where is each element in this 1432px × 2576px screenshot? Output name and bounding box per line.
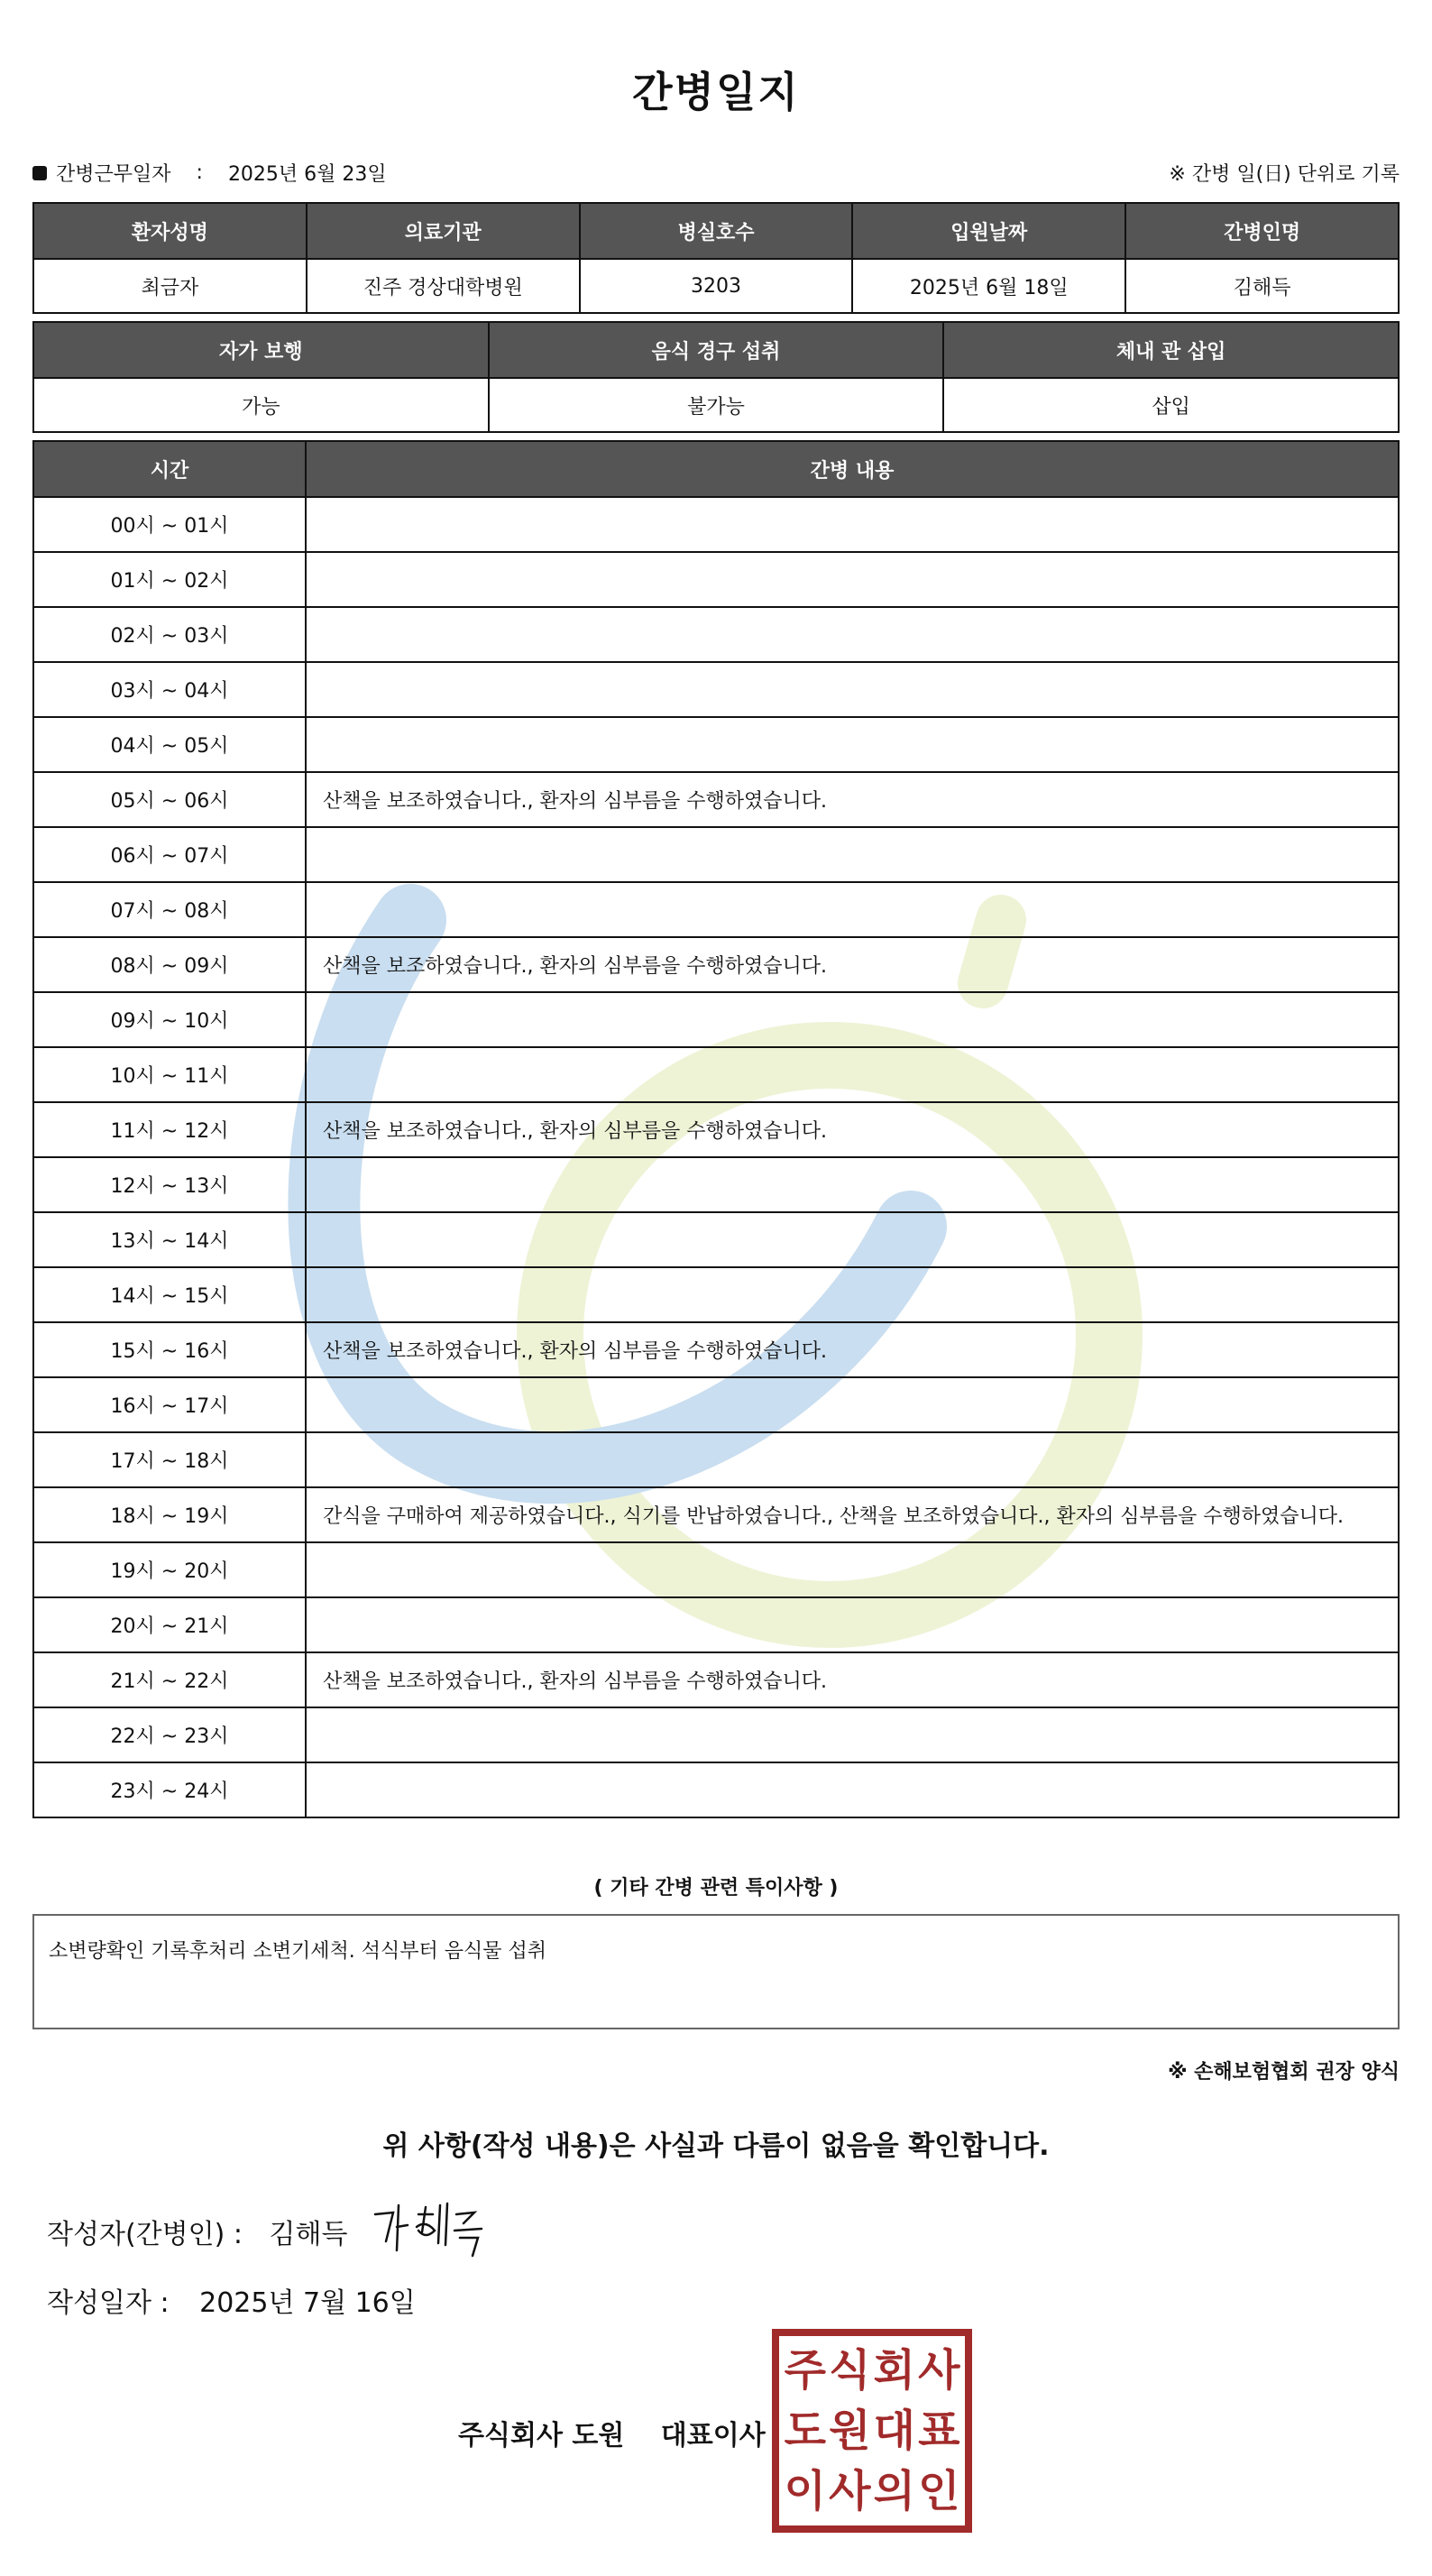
log-row bbox=[33, 1267, 1399, 1322]
log-content bbox=[306, 717, 1399, 772]
hospital-name: 진주 경상대학병원 bbox=[307, 259, 580, 313]
work-date-value: 2025년 6월 23일 bbox=[227, 163, 387, 186]
header-care-content: 간병 내용 bbox=[306, 441, 1399, 497]
work-date bbox=[32, 159, 387, 187]
log-content bbox=[306, 1212, 1399, 1267]
meta-row bbox=[32, 159, 1400, 189]
seal-character: 식 bbox=[829, 2344, 871, 2396]
log-content: 산책을 보조하였습니다., 환자의 심부름을 수행하였습니다. bbox=[306, 772, 1399, 827]
notes-text: 소변량확인 기록후처리 소변기세척. 석식부터 음식물 섭취 bbox=[49, 1940, 547, 1963]
log-content bbox=[306, 882, 1399, 937]
log-row bbox=[33, 497, 1399, 552]
log-row bbox=[33, 552, 1399, 607]
log-content: 산책을 보조하였습니다., 환자의 심부름을 수행하였습니다. bbox=[306, 937, 1399, 992]
header-time: 시간 bbox=[33, 441, 306, 497]
tube-insertion-value: 삽입 bbox=[943, 378, 1399, 432]
log-row bbox=[33, 937, 1399, 992]
log-time: 18시 ~ 19시 bbox=[33, 1487, 306, 1542]
log-row bbox=[33, 1047, 1399, 1102]
header-tube-insertion: 체내 관 삽입 bbox=[943, 322, 1399, 378]
log-content bbox=[306, 497, 1399, 552]
form-source-note: ※ 손해보험협회 권장 양식 bbox=[1168, 2061, 1400, 2084]
log-row bbox=[33, 662, 1399, 717]
log-row bbox=[33, 607, 1399, 662]
company-representative: 대표이사 bbox=[660, 2420, 766, 2452]
log-time: 11시 ~ 12시 bbox=[33, 1102, 306, 1157]
log-time: 00시 ~ 01시 bbox=[33, 497, 306, 552]
seal-character: 원 bbox=[829, 2405, 871, 2456]
log-content bbox=[306, 1047, 1399, 1102]
log-row bbox=[33, 1322, 1399, 1377]
log-time: 01시 ~ 02시 bbox=[33, 552, 306, 607]
log-row bbox=[33, 1157, 1399, 1212]
log-content: 간식을 구매하여 제공하였습니다., 식기를 반납하였습니다., 산책을 보조하였습니다., 환자의 심부름을 수행하였습니다. bbox=[306, 1487, 1399, 1542]
seal-character: 의 bbox=[873, 2466, 915, 2517]
log-time: 16시 ~ 17시 bbox=[33, 1377, 306, 1432]
self-walking-value: 가능 bbox=[33, 378, 489, 432]
seal-character: 도 bbox=[784, 2405, 826, 2456]
header-patient-name: 환자성명 bbox=[33, 203, 307, 259]
work-date-separator: : bbox=[196, 161, 203, 184]
log-content: 산책을 보조하였습니다., 환자의 심부름을 수행하였습니다. bbox=[306, 1652, 1399, 1707]
log-time: 03시 ~ 04시 bbox=[33, 662, 306, 717]
log-row bbox=[33, 882, 1399, 937]
log-content bbox=[306, 1542, 1399, 1597]
log-row bbox=[33, 1432, 1399, 1487]
seal-character: 주 bbox=[784, 2344, 826, 2396]
bullet-icon bbox=[32, 166, 47, 180]
log-time: 06시 ~ 07시 bbox=[33, 827, 306, 882]
writer-line bbox=[47, 2212, 347, 2251]
log-content bbox=[306, 1762, 1399, 1817]
log-content bbox=[306, 607, 1399, 662]
log-time: 19시 ~ 20시 bbox=[33, 1542, 306, 1597]
header-caregiver-name: 간병인명 bbox=[1125, 203, 1399, 259]
notes-box bbox=[32, 1914, 1400, 2029]
log-time: 13시 ~ 14시 bbox=[33, 1212, 306, 1267]
log-time: 08시 ~ 09시 bbox=[33, 937, 306, 992]
writer-label: 작성자(간병인) : bbox=[47, 2219, 243, 2250]
write-date-line bbox=[47, 2280, 416, 2320]
log-row bbox=[33, 1762, 1399, 1817]
log-row bbox=[33, 1377, 1399, 1432]
log-content bbox=[306, 827, 1399, 882]
log-content bbox=[306, 1432, 1399, 1487]
patient-status-table bbox=[32, 321, 1400, 433]
log-content bbox=[306, 662, 1399, 717]
log-row bbox=[33, 1597, 1399, 1652]
header-self-walking: 자가 보행 bbox=[33, 322, 489, 378]
log-time: 20시 ~ 21시 bbox=[33, 1597, 306, 1652]
seal-character: 이 bbox=[784, 2466, 826, 2517]
log-content bbox=[306, 1597, 1399, 1652]
header-hospital: 의료기관 bbox=[307, 203, 580, 259]
record-unit-note: ※ 간병 일(日) 단위로 기록 bbox=[1169, 163, 1400, 186]
log-row bbox=[33, 992, 1399, 1047]
log-row bbox=[33, 1487, 1399, 1542]
log-content bbox=[306, 1267, 1399, 1322]
seal-character: 회 bbox=[873, 2344, 915, 2396]
log-time: 09시 ~ 10시 bbox=[33, 992, 306, 1047]
notes-title: ( 기타 간병 관련 특이사항 ) bbox=[593, 1877, 839, 1900]
log-time: 04시 ~ 05시 bbox=[33, 717, 306, 772]
writer-name: 김해득 bbox=[269, 2219, 348, 2250]
handwritten-signature bbox=[366, 2187, 501, 2268]
company-name: 주식회사 도원 bbox=[458, 2420, 625, 2452]
seal-character: 사 bbox=[918, 2344, 960, 2396]
log-time: 14시 ~ 15시 bbox=[33, 1267, 306, 1322]
log-row bbox=[33, 1212, 1399, 1267]
seal-character: 대 bbox=[873, 2405, 915, 2456]
log-row bbox=[33, 1102, 1399, 1157]
company-line bbox=[458, 2413, 766, 2452]
patient-info-table bbox=[32, 202, 1400, 314]
document-title: 간병일지 bbox=[632, 68, 800, 116]
log-row bbox=[33, 1542, 1399, 1597]
log-row bbox=[33, 1707, 1399, 1762]
log-content bbox=[306, 1707, 1399, 1762]
confirmation-statement: 위 사항(작성 내용)은 사실과 다름이 없음을 확인합니다. bbox=[382, 2130, 1050, 2162]
seal-character: 사 bbox=[829, 2466, 871, 2517]
log-content bbox=[306, 1377, 1399, 1432]
log-time: 23시 ~ 24시 bbox=[33, 1762, 306, 1817]
log-time: 02시 ~ 03시 bbox=[33, 607, 306, 662]
header-admission-date: 입원날짜 bbox=[852, 203, 1125, 259]
log-time: 22시 ~ 23시 bbox=[33, 1707, 306, 1762]
log-time: 17시 ~ 18시 bbox=[33, 1432, 306, 1487]
log-content bbox=[306, 992, 1399, 1047]
work-date-label: 간병근무일자 bbox=[56, 163, 171, 186]
header-oral-intake: 음식 경구 섭취 bbox=[489, 322, 944, 378]
room-number: 3203 bbox=[580, 259, 853, 313]
log-time: 07시 ~ 08시 bbox=[33, 882, 306, 937]
log-content bbox=[306, 552, 1399, 607]
write-date-value: 2025년 7월 16일 bbox=[199, 2287, 416, 2319]
log-time: 05시 ~ 06시 bbox=[33, 772, 306, 827]
log-time: 15시 ~ 16시 bbox=[33, 1322, 306, 1377]
log-row bbox=[33, 772, 1399, 827]
admission-date: 2025년 6월 18일 bbox=[852, 259, 1125, 313]
log-time: 21시 ~ 22시 bbox=[33, 1652, 306, 1707]
log-time: 12시 ~ 13시 bbox=[33, 1157, 306, 1212]
oral-intake-value: 불가능 bbox=[489, 378, 944, 432]
log-content: 산책을 보조하였습니다., 환자의 심부름을 수행하였습니다. bbox=[306, 1102, 1399, 1157]
log-time: 10시 ~ 11시 bbox=[33, 1047, 306, 1102]
log-row bbox=[33, 1652, 1399, 1707]
log-row bbox=[33, 717, 1399, 772]
write-date-label: 작성일자 : bbox=[47, 2287, 170, 2319]
care-log-table bbox=[32, 440, 1400, 1818]
log-row bbox=[33, 827, 1399, 882]
header-room: 병실호수 bbox=[580, 203, 853, 259]
company-seal-stamp bbox=[772, 2329, 972, 2533]
patient-name: 최금자 bbox=[33, 259, 307, 313]
seal-character: 표 bbox=[918, 2405, 960, 2456]
log-content: 산책을 보조하였습니다., 환자의 심부름을 수행하였습니다. bbox=[306, 1322, 1399, 1377]
caregiver-name: 김해득 bbox=[1125, 259, 1399, 313]
log-content bbox=[306, 1157, 1399, 1212]
seal-character: 인 bbox=[918, 2466, 960, 2517]
